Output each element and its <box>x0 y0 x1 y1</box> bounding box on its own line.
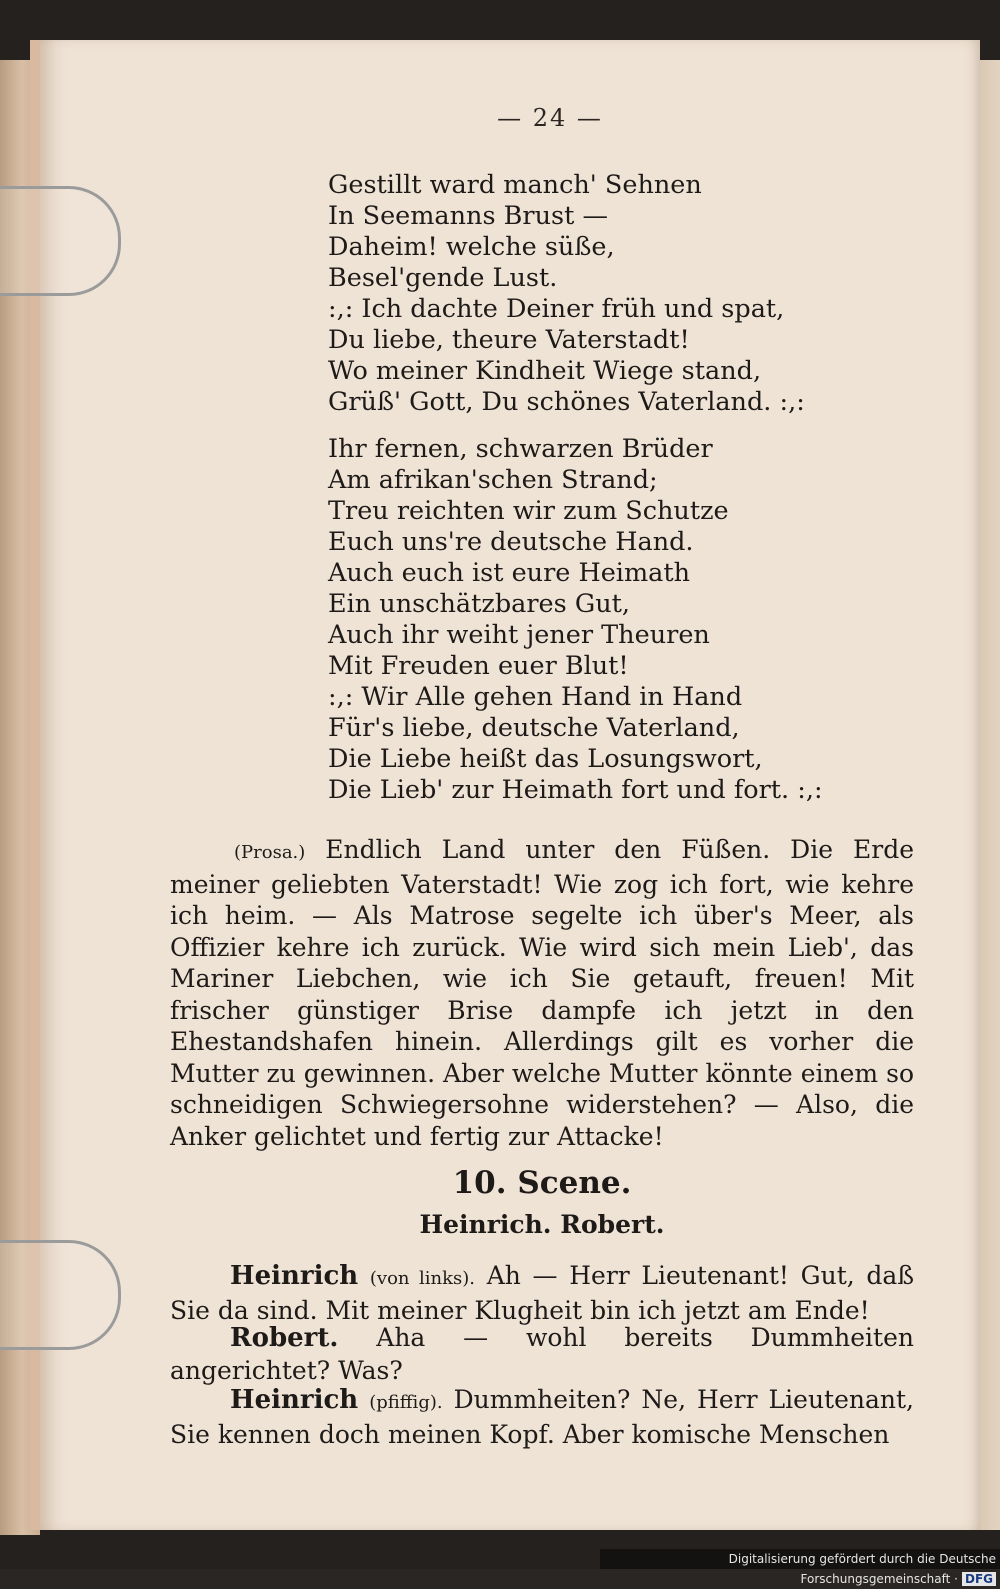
prose-paragraph <box>170 834 914 1152</box>
speaker-name: Heinrich <box>230 1261 359 1291</box>
scene-heading: 10. Scene. <box>452 1165 632 1201</box>
speaker-name: Robert. <box>230 1323 339 1353</box>
dialogue-entry <box>170 1322 914 1386</box>
verse-line: Auch ihr weiht jener Theuren <box>328 620 710 650</box>
verse-line: Daheim! welche süße, <box>328 232 615 262</box>
speaker-name: Heinrich <box>230 1385 359 1415</box>
verse-stanza-2 <box>328 434 823 806</box>
verse-line: Mit Freuden euer Blut! <box>328 651 629 681</box>
verse-line: Euch uns're deutsche Hand. <box>328 527 694 557</box>
stage-direction: (Prosa.) <box>234 842 306 863</box>
dialogue-entry <box>170 1260 914 1326</box>
stage-direction: (pfiffig). <box>369 1392 443 1413</box>
verse-line: Gestillt ward manch' Sehnen <box>328 170 702 200</box>
verse-line: Ihr fernen, schwarzen Brüder <box>328 434 713 464</box>
verse-stanza-1 <box>328 170 805 418</box>
verse-line: Du liebe, theure Vaterstadt! <box>328 325 690 355</box>
digitization-footer <box>600 1549 1000 1586</box>
dialogue-text: Ah — Herr Lieutenant! Gut, daß Sie da sind. Mit meiner Klugheit bin ich jetzt am Ende! <box>170 1261 915 1325</box>
footer-credit-text: Digitalisierung gefördert durch die Deutsche Forschungsgemeinschaft · <box>728 1552 996 1586</box>
verse-line: :,: Wir Alle gehen Hand in Hand <box>328 682 743 712</box>
prose-text: Endlich Land unter den Füßen. Die Erde meiner geliebten Vaterstadt! Wie zog ich fort, wie kehre ich heim. — Als Matrose segelte ich über's Meer, als Offizier kehre ich zurück. Wie wird sich mein Lieb', das Mariner Liebchen, wie ich Sie getauft, freuen! Mit frischer günstiger Brise dampfe ich jetzt in den Ehestandshafen hinein. Allerdings gilt es vorher die Mutter zu gewinnen. Aber welche Mutter könnte einem so schneidigen Schwiegersohne widerstehen? — Also, die Anker gelichtet und fertig zur Attacke! <box>170 835 914 1151</box>
verse-line: Besel'gende Lust. <box>328 263 558 293</box>
dfg-logo: DFG <box>962 1572 996 1586</box>
paper-clip-top <box>0 186 121 296</box>
verse-line: Am afrikan'schen Strand; <box>328 465 658 495</box>
verse-line: Wo meiner Kindheit Wiege stand, <box>328 356 762 386</box>
verse-line: Die Lieb' zur Heimath fort und fort. :,: <box>328 775 823 805</box>
dialogue-entry <box>170 1384 914 1450</box>
stage-direction: (von links). <box>369 1268 475 1289</box>
verse-line: Ein unschätzbares Gut, <box>328 589 630 619</box>
scene-characters: Heinrich. Robert. <box>419 1210 665 1239</box>
verse-line: Für's liebe, deutsche Vaterland, <box>328 713 740 743</box>
dialogue-text: Aha — wohl bereits Dummheiten angerichtet? Was? <box>170 1323 914 1385</box>
verse-line: Die Liebe heißt das Losungswort, <box>328 744 763 774</box>
paper-clip-bottom <box>0 1240 121 1350</box>
verse-line: Auch euch ist eure Heimath <box>328 558 691 588</box>
verse-line: :,: Ich dachte Deiner früh und spat, <box>328 294 785 324</box>
verse-line: Grüß' Gott, Du schönes Vaterland. :,: <box>328 387 805 417</box>
dialogue-text: Dummheiten? Ne, Herr Lieutenant, Sie kennen doch meinen Kopf. Aber komische Menschen <box>170 1385 914 1449</box>
page-number: — 24 — <box>497 104 603 132</box>
verse-line: Treu reichten wir zum Schutze <box>328 496 729 526</box>
verse-line: In Seemanns Brust — <box>328 201 608 231</box>
